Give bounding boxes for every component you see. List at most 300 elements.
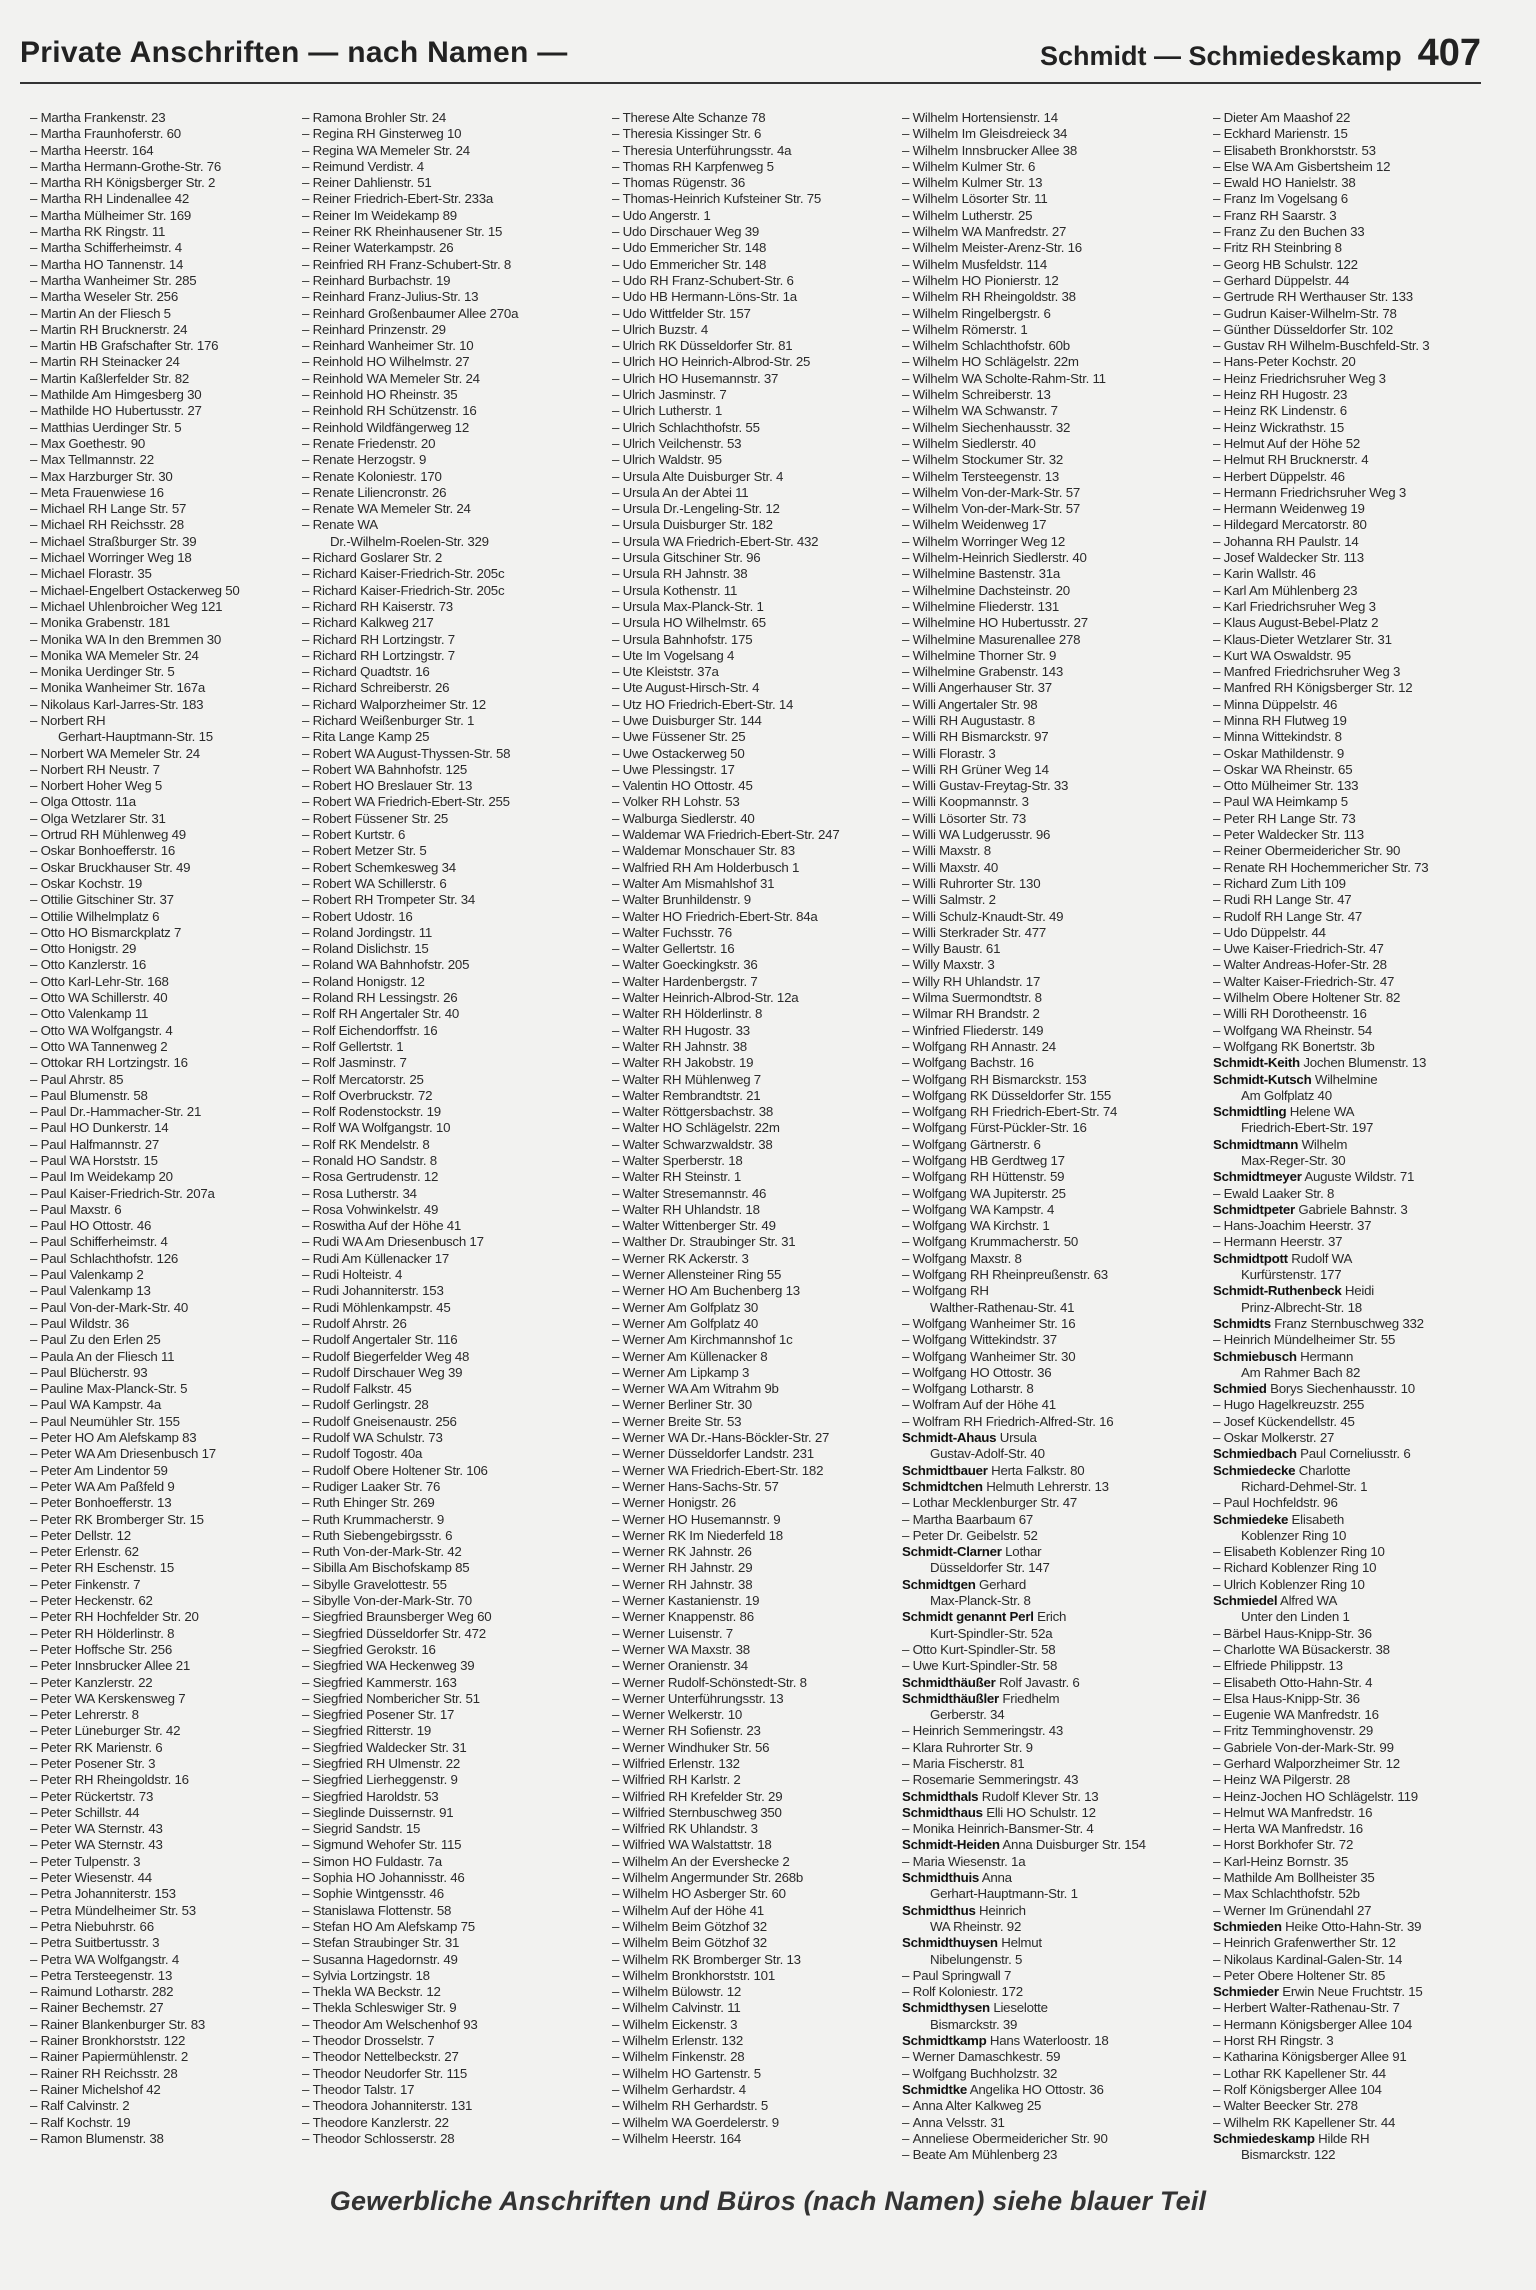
surname: Schmieden bbox=[1213, 1918, 1282, 1934]
directory-entry: – Siegfried Nombericher Str. 51 bbox=[302, 1691, 602, 1707]
directory-entry: – Reinhard Franz-Julius-Str. 13 bbox=[302, 289, 602, 305]
directory-entry: – Robert RH Trompeter Str. 34 bbox=[302, 892, 602, 908]
entry-detail: Elisabeth bbox=[1288, 1511, 1345, 1527]
directory-entry: – Werner WA Friedrich-Ebert-Str. 182 bbox=[612, 1463, 897, 1479]
directory-entry: – Heinrich Mündelheimer Str. 55 bbox=[1213, 1332, 1513, 1348]
directory-entry: – Werner RH Sofienstr. 23 bbox=[612, 1723, 897, 1739]
directory-entry: – Monika WA Memeler Str. 24 bbox=[30, 648, 300, 664]
directory-entry: – Volker RH Lohstr. 53 bbox=[612, 794, 897, 810]
surname: Schmidtpeter bbox=[1213, 1201, 1295, 1217]
directory-entry: – Robert Metzer Str. 5 bbox=[302, 843, 602, 859]
directory-entry: – Uwe Kurt-Spindler-Str. 58 bbox=[902, 1658, 1202, 1674]
directory-entry: – Wilhelm WA Schwanstr. 7 bbox=[902, 403, 1202, 419]
surname-entry bbox=[902, 1837, 1202, 1853]
directory-entry: – Peter RH Rheingoldstr. 16 bbox=[30, 1772, 300, 1788]
directory-entry: – Peter RK Bromberger Str. 15 bbox=[30, 1512, 300, 1528]
directory-entry: – Rolf WA Wolfgangstr. 10 bbox=[302, 1120, 602, 1136]
directory-entry: – Rudolf Obere Holtener Str. 106 bbox=[302, 1463, 602, 1479]
directory-entry: – Martha HO Tannenstr. 14 bbox=[30, 257, 300, 273]
directory-entry: – Walter Hardenbergstr. 7 bbox=[612, 974, 897, 990]
directory-entry: – Otto WA Tannenweg 2 bbox=[30, 1039, 300, 1055]
directory-entry: – Werner HO Am Buchenberg 13 bbox=[612, 1283, 897, 1299]
surname: Schmiedbach bbox=[1213, 1446, 1297, 1462]
directory-entry: – Manfred RH Königsberger Str. 12 bbox=[1213, 680, 1513, 696]
directory-entry: – Hans-Joachim Heerstr. 37 bbox=[1213, 1218, 1513, 1234]
directory-entry: – Richard Schreiberstr. 26 bbox=[302, 680, 602, 696]
surname: Schmieder bbox=[1213, 1984, 1279, 2000]
directory-entry: – Udo Düppelstr. 44 bbox=[1213, 925, 1513, 941]
surname-entry bbox=[902, 1805, 1202, 1821]
directory-entry: – Peter Hoffsche Str. 256 bbox=[30, 1642, 300, 1658]
directory-entry: – Walter RH Hölderlinstr. 8 bbox=[612, 1006, 897, 1022]
directory-entry: – Oskar Kochstr. 19 bbox=[30, 876, 300, 892]
surname-entry bbox=[902, 1870, 1202, 1886]
directory-entry: – Roland Jordingstr. 11 bbox=[302, 925, 602, 941]
directory-entry: – Paul Im Weidekamp 20 bbox=[30, 1169, 300, 1185]
entry-continuation: Gerberstr. 34 bbox=[930, 1707, 1005, 1723]
directory-entry: – Oskar Mathildenstr. 9 bbox=[1213, 746, 1513, 762]
surname: Schmidthäußler bbox=[902, 1690, 999, 1706]
directory-entry: – Robert Füssener Str. 25 bbox=[302, 811, 602, 827]
directory-entry: – Eugenie WA Manfredstr. 16 bbox=[1213, 1707, 1513, 1723]
directory-entry: – Theodor Neudorfer Str. 115 bbox=[302, 2066, 602, 2082]
directory-entry: – Werner Hans-Sachs-Str. 57 bbox=[612, 1479, 897, 1495]
directory-entry: – Wilma Suermondtstr. 8 bbox=[902, 990, 1202, 1006]
directory-entry: – Reinhold Wildfängerweg 12 bbox=[302, 420, 602, 436]
directory-entry: – Robert Udostr. 16 bbox=[302, 909, 602, 925]
directory-entry: – Paul Von-der-Mark-Str. 40 bbox=[30, 1300, 300, 1316]
surname-entry bbox=[902, 1609, 1202, 1625]
directory-entry: – Ute August-Hirsch-Str. 4 bbox=[612, 680, 897, 696]
directory-entry: – Walter Sperberstr. 18 bbox=[612, 1153, 897, 1169]
directory-entry: – Ursula Dr.-Lengeling-Str. 12 bbox=[612, 501, 897, 517]
directory-entry: – Werner RK Im Niederfeld 18 bbox=[612, 1528, 897, 1544]
directory-entry: – Otto Mülheimer Str. 133 bbox=[1213, 778, 1513, 794]
entry-detail: Heidi bbox=[1341, 1283, 1374, 1299]
directory-entry: – Sibylle Von-der-Mark-Str. 70 bbox=[302, 1593, 602, 1609]
directory-entry: – Otto Honigstr. 29 bbox=[30, 941, 300, 957]
directory-entry: – Rosa Gertrudenstr. 12 bbox=[302, 1169, 602, 1185]
directory-entry: – Reinhold HO Rheinstr. 35 bbox=[302, 387, 602, 403]
directory-entry: – Willi WA Ludgerusstr. 96 bbox=[902, 827, 1202, 843]
section-title: Private Anschriften — nach Namen — bbox=[20, 36, 568, 69]
directory-entry: – Richard Weißenburger Str. 1 bbox=[302, 713, 602, 729]
surname: Schmidtchen bbox=[902, 1478, 983, 1494]
entry-detail: Herta Falkstr. 80 bbox=[987, 1462, 1085, 1478]
directory-entry: – Rolf Mercatorstr. 25 bbox=[302, 1072, 602, 1088]
directory-entry: – Wilhelm HO Schlägelstr. 22m bbox=[902, 354, 1202, 370]
directory-entry: – Martha Hermann-Grothe-Str. 76 bbox=[30, 159, 300, 175]
directory-entry: – Wolfgang WA Jupiterstr. 25 bbox=[902, 1186, 1202, 1202]
directory-entry: – Rosa Lutherstr. 34 bbox=[302, 1186, 602, 1202]
directory-entry: – Rudi Holteistr. 4 bbox=[302, 1267, 602, 1283]
directory-entry: – Paul Zu den Erlen 25 bbox=[30, 1332, 300, 1348]
directory-entry: – Ortrud RH Mühlenweg 49 bbox=[30, 827, 300, 843]
directory-entry: – Willi Gustav-Freytag-Str. 33 bbox=[902, 778, 1202, 794]
directory-entry: – Gudrun Kaiser-Wilhelm-Str. 78 bbox=[1213, 306, 1513, 322]
directory-entry: – Wilfried Sternbuschweg 350 bbox=[612, 1805, 897, 1821]
directory-entry: – Wilhelm Schlachthofstr. 60b bbox=[902, 338, 1202, 354]
directory-entry: – Ramon Blumenstr. 38 bbox=[30, 2131, 300, 2147]
directory-entry: – Martin RH Steinacker 24 bbox=[30, 354, 300, 370]
directory-entry: – Theodor Schlosserstr. 28 bbox=[302, 2131, 602, 2147]
directory-entry: – Richard Kaiser-Friedrich-Str. 205c bbox=[302, 583, 602, 599]
directory-entry: – Wilhelm RH Rheingoldstr. 38 bbox=[902, 289, 1202, 305]
directory-entry: – Wilhelm Gerhardstr. 4 bbox=[612, 2082, 897, 2098]
directory-column-4 bbox=[902, 110, 1202, 2163]
entry-detail: Paul Corneliusstr. 6 bbox=[1296, 1446, 1411, 1462]
directory-entry: – Wilhelm Auf der Höhe 41 bbox=[612, 1903, 897, 1919]
directory-entry: – Willi Schulz-Knaudt-Str. 49 bbox=[902, 909, 1202, 925]
directory-entry: – Thekla Schleswiger Str. 9 bbox=[302, 2000, 602, 2016]
directory-entry: – Ursula Alte Duisburger Str. 4 bbox=[612, 469, 897, 485]
directory-entry: – Martin HB Grafschafter Str. 176 bbox=[30, 338, 300, 354]
directory-entry: – Paul Halfmannstr. 27 bbox=[30, 1137, 300, 1153]
directory-entry: – Walter RH Mühlenweg 7 bbox=[612, 1072, 897, 1088]
directory-entry: – Walter RH Hugostr. 33 bbox=[612, 1023, 897, 1039]
entry-continuation: Richard-Dehmel-Str. 1 bbox=[1241, 1478, 1368, 1494]
directory-entry: – Therese Alte Schanze 78 bbox=[612, 110, 897, 126]
directory-entry: – Reinhard Prinzenstr. 29 bbox=[302, 322, 602, 338]
directory-entry: – Gustav RH Wilhelm-Buschfeld-Str. 3 bbox=[1213, 338, 1513, 354]
entry-detail: Anna bbox=[979, 1870, 1012, 1886]
directory-entry: – Wilhelm Beim Götzhof 32 bbox=[612, 1935, 897, 1951]
directory-entry: – Oskar Bonhoefferstr. 16 bbox=[30, 843, 300, 859]
directory-entry: – Peter WA Sternstr. 43 bbox=[30, 1821, 300, 1837]
entry-continuation: Bismarckstr. 122 bbox=[1241, 2147, 1336, 2163]
surname: Schmidtkamp bbox=[902, 2033, 987, 2049]
header-right bbox=[1040, 32, 1481, 75]
directory-entry: – Martha Weseler Str. 256 bbox=[30, 289, 300, 305]
directory-entry: – Willi RH Augustastr. 8 bbox=[902, 713, 1202, 729]
directory-entry: – Paul Dr.-Hammacher-Str. 21 bbox=[30, 1104, 300, 1120]
directory-entry: – Robert Kurtstr. 6 bbox=[302, 827, 602, 843]
directory-entry: – Theodor Nettelbeckstr. 27 bbox=[302, 2049, 602, 2065]
surname-entry bbox=[902, 1544, 1202, 1560]
directory-entry: – Renate Herzogstr. 9 bbox=[302, 452, 602, 468]
directory-entry: – Siegfried Kammerstr. 163 bbox=[302, 1675, 602, 1691]
directory-entry: – Wilhelm WA Manfredstr. 27 bbox=[902, 224, 1202, 240]
directory-entry: – Walter RH Jakobstr. 19 bbox=[612, 1055, 897, 1071]
directory-entry: – Petra WA Wolfgangstr. 4 bbox=[30, 1952, 300, 1968]
directory-entry: – Paul Valenkamp 13 bbox=[30, 1283, 300, 1299]
directory-entry: – Udo HB Hermann-Löns-Str. 1a bbox=[612, 289, 897, 305]
directory-entry: – Wilfried RH Krefelder Str. 29 bbox=[612, 1789, 897, 1805]
directory-entry: – Rolf Rodenstockstr. 19 bbox=[302, 1104, 602, 1120]
directory-entry: – Heinz-Jochen HO Schlägelstr. 119 bbox=[1213, 1789, 1513, 1805]
directory-entry: – Rudolf Falkstr. 45 bbox=[302, 1381, 602, 1397]
directory-entry: – Siegfried Haroldstr. 53 bbox=[302, 1789, 602, 1805]
directory-entry: – Theodore Kanzlerstr. 22 bbox=[302, 2115, 602, 2131]
directory-entry: – Wilhelm Kulmer Str. 6 bbox=[902, 159, 1202, 175]
directory-entry: – Willi Ruhrorter Str. 130 bbox=[902, 876, 1202, 892]
directory-entry: – Heinrich Grafenwerther Str. 12 bbox=[1213, 1935, 1513, 1951]
directory-entry: – Rosa Vohwinkelstr. 49 bbox=[302, 1202, 602, 1218]
directory-entry: – Wilhelm WA Scholte-Rahm-Str. 11 bbox=[902, 371, 1202, 387]
directory-entry: – Wilhelm Schreiberstr. 13 bbox=[902, 387, 1202, 403]
directory-entry: – Wilhelm Tersteegenstr. 13 bbox=[902, 469, 1202, 485]
directory-entry: – Reimund Verdistr. 4 bbox=[302, 159, 602, 175]
directory-entry: – Wilhelm HO Asberger Str. 60 bbox=[612, 1886, 897, 1902]
directory-entry: – Stefan HO Am Alefskamp 75 bbox=[302, 1919, 602, 1935]
directory-entry: – Richard Koblenzer Ring 10 bbox=[1213, 1560, 1513, 1576]
directory-entry: – Walter Fuchsstr. 76 bbox=[612, 925, 897, 941]
entry-detail: Jochen Blumenstr. 13 bbox=[1299, 1055, 1427, 1071]
directory-entry: – Rudolf WA Schulstr. 73 bbox=[302, 1430, 602, 1446]
directory-entry: – Martin An der Fliesch 5 bbox=[30, 306, 300, 322]
directory-entry: – Rudolf RH Lange Str. 47 bbox=[1213, 909, 1513, 925]
directory-entry: – Helmut Auf der Höhe 52 bbox=[1213, 436, 1513, 452]
directory-entry: – Rolf RH Angertaler Str. 40 bbox=[302, 1006, 602, 1022]
surname: Schmidthuis bbox=[902, 1870, 980, 1886]
directory-entry: – Norbert RH Neustr. 7 bbox=[30, 762, 300, 778]
directory-entry: – Peter RH Hochfelder Str. 20 bbox=[30, 1609, 300, 1625]
entry-continuation: Kurt-Spindler-Str. 52a bbox=[930, 1625, 1053, 1641]
directory-entry: – Fritz Temminghovenstr. 29 bbox=[1213, 1723, 1513, 1739]
directory-entry: – Rainer Papiermühlenstr. 2 bbox=[30, 2049, 300, 2065]
directory-entry: – Utz HO Friedrich-Ebert-Str. 14 bbox=[612, 697, 897, 713]
directory-entry: – Ralf Calvinstr. 2 bbox=[30, 2098, 300, 2114]
directory-entry: – Werner Am Golfplatz 40 bbox=[612, 1316, 897, 1332]
directory-entry: – Fritz RH Steinbring 8 bbox=[1213, 240, 1513, 256]
directory-entry: – Udo RH Franz-Schubert-Str. 6 bbox=[612, 273, 897, 289]
directory-entry: – Wolfgang WA Kampstr. 4 bbox=[902, 1202, 1202, 1218]
entry-continuation: Gustav-Adolf-Str. 40 bbox=[930, 1446, 1045, 1462]
directory-entry: – Udo Emmericher Str. 148 bbox=[612, 257, 897, 273]
directory-entry: – Paul WA Horststr. 15 bbox=[30, 1153, 300, 1169]
surname-entry bbox=[1213, 1137, 1513, 1153]
directory-entry: – Günther Düsseldorfer Str. 102 bbox=[1213, 322, 1513, 338]
directory-entry: – Norbert Hoher Weg 5 bbox=[30, 778, 300, 794]
directory-entry: – Peter Posener Str. 3 bbox=[30, 1756, 300, 1772]
surname: Schmied bbox=[1213, 1381, 1267, 1397]
directory-entry: – Nikolaus Kardinal-Galen-Str. 14 bbox=[1213, 1952, 1513, 1968]
directory-entry: – Hermann Königsberger Allee 104 bbox=[1213, 2017, 1513, 2033]
directory-entry: – Wilhelm Im Gleisdreieck 34 bbox=[902, 126, 1202, 142]
directory-entry: – Wolfram Auf der Höhe 41 bbox=[902, 1397, 1202, 1413]
directory-entry: – Wilhelm Worringer Weg 12 bbox=[902, 534, 1202, 550]
directory-entry: – Gertrude RH Werthauser Str. 133 bbox=[1213, 289, 1513, 305]
directory-entry: – Peter Erlenstr. 62 bbox=[30, 1544, 300, 1560]
directory-entry: – Peter RK Marienstr. 6 bbox=[30, 1740, 300, 1756]
entry-continuation: Gerhart-Hauptmann-Str. 1 bbox=[930, 1886, 1078, 1902]
directory-entry: – Uwe Füssener Str. 25 bbox=[612, 729, 897, 745]
directory-entry: – Wolfgang WA Kirchstr. 1 bbox=[902, 1218, 1202, 1234]
directory-entry: – Ute Im Vogelsang 4 bbox=[612, 648, 897, 664]
directory-entry: – Wolfgang RH Hüttenstr. 59 bbox=[902, 1169, 1202, 1185]
directory-entry: – Sieglinde Duissernstr. 91 bbox=[302, 1805, 602, 1821]
directory-entry: – Wolfgang Gärtnerstr. 6 bbox=[902, 1137, 1202, 1153]
directory-entry: – Wilhelm Bülowstr. 12 bbox=[612, 1984, 897, 2000]
entry-continuation: Koblenzer Ring 10 bbox=[1241, 1527, 1347, 1543]
directory-entry: – Oskar WA Rheinstr. 65 bbox=[1213, 762, 1513, 778]
directory-entry: – Oskar Molkerstr. 27 bbox=[1213, 1430, 1513, 1446]
directory-entry: – Minna Düppelstr. 46 bbox=[1213, 697, 1513, 713]
directory-entry: – Bärbel Haus-Knipp-Str. 36 bbox=[1213, 1626, 1513, 1642]
directory-entry: – Paul Springwall 7 bbox=[902, 1968, 1202, 1984]
directory-entry: – Werner Luisenstr. 7 bbox=[612, 1626, 897, 1642]
directory-entry: – Roland WA Bahnhofstr. 205 bbox=[302, 957, 602, 973]
directory-entry: – Ursula HO Wilhelmstr. 65 bbox=[612, 615, 897, 631]
directory-entry: – Werner WA Am Witrahm 9b bbox=[612, 1381, 897, 1397]
directory-entry: – Werner Welkerstr. 10 bbox=[612, 1707, 897, 1723]
directory-entry: – Nikolaus Karl-Jarres-Str. 183 bbox=[30, 697, 300, 713]
directory-entry: – Martin RH Brucknerstr. 24 bbox=[30, 322, 300, 338]
directory-entry: – Peter Lehrerstr. 8 bbox=[30, 1707, 300, 1723]
directory-entry: – Walter Andreas-Hofer-Str. 28 bbox=[1213, 957, 1513, 973]
directory-entry: – Wilhelm Heerstr. 164 bbox=[612, 2131, 897, 2147]
directory-entry: – Martha Heerstr. 164 bbox=[30, 143, 300, 159]
directory-entry: – Otto HO Bismarckplatz 7 bbox=[30, 925, 300, 941]
directory-entry: – Renate RH Hochemmericher Str. 73 bbox=[1213, 860, 1513, 876]
entry-detail: Friedhelm bbox=[998, 1690, 1060, 1706]
surname-entry bbox=[1213, 1463, 1513, 1479]
directory-entry: – Ulrich HO Husemannstr. 37 bbox=[612, 371, 897, 387]
directory-entry: – Wolfgang RH Annastr. 24 bbox=[902, 1039, 1202, 1055]
page-number: 407 bbox=[1417, 32, 1481, 74]
directory-entry: – Peter Waldecker Str. 113 bbox=[1213, 827, 1513, 843]
directory-entry: – Karin Wallstr. 46 bbox=[1213, 566, 1513, 582]
surname: Schmidtmeyer bbox=[1213, 1169, 1302, 1185]
directory-entry: – Lothar RK Kapellener Str. 44 bbox=[1213, 2066, 1513, 2082]
directory-entry: – Willi RH Dorotheenstr. 16 bbox=[1213, 1006, 1513, 1022]
directory-entry: – Michael Florastr. 35 bbox=[30, 566, 300, 582]
directory-entry: – Ursula An der Abtei 11 bbox=[612, 485, 897, 501]
directory-entry: – Georg HB Schulstr. 122 bbox=[1213, 257, 1513, 273]
directory-entry: – Wolfgang Wittekindstr. 37 bbox=[902, 1332, 1202, 1348]
directory-entry: – Walter Röttgersbachstr. 38 bbox=[612, 1104, 897, 1120]
directory-entry: – Ralf Kochstr. 19 bbox=[30, 2115, 300, 2131]
directory-entry: – Herbert Walter-Rathenau-Str. 7 bbox=[1213, 2000, 1513, 2016]
directory-entry: – Paul Kaiser-Friedrich-Str. 207a bbox=[30, 1186, 300, 1202]
directory-entry: – Wilhelmine Thorner Str. 9 bbox=[902, 648, 1202, 664]
directory-entry: – Hugo Hagelkreuzstr. 255 bbox=[1213, 1397, 1513, 1413]
directory-entry: – Wolfgang Wanheimer Str. 30 bbox=[902, 1349, 1202, 1365]
directory-entry: – Werner Am Kirchmannshof 1c bbox=[612, 1332, 897, 1348]
entry-detail: Franz Sternbuschweg 332 bbox=[1270, 1315, 1424, 1331]
entry-detail: Heike Otto-Hahn-Str. 39 bbox=[1281, 1918, 1422, 1934]
surname: Schmidt-Keith bbox=[1213, 1055, 1300, 1071]
directory-entry: – Walter Goeckingkstr. 36 bbox=[612, 957, 897, 973]
surname: Schmidt-Clarner bbox=[902, 1544, 1002, 1560]
directory-entry: – Renate Friedenstr. 20 bbox=[302, 436, 602, 452]
directory-entry: – Franz Zu den Buchen 33 bbox=[1213, 224, 1513, 240]
directory-entry: – Werner Allensteiner Ring 55 bbox=[612, 1267, 897, 1283]
directory-entry: – Walter Heinrich-Albrod-Str. 12a bbox=[612, 990, 897, 1006]
entry-detail: Heinrich bbox=[975, 1902, 1026, 1918]
directory-entry: – Werner Unterführungsstr. 13 bbox=[612, 1691, 897, 1707]
directory-entry: – Reinhold RH Schützenstr. 16 bbox=[302, 403, 602, 419]
entry-continuation: WA Rheinstr. 92 bbox=[930, 1918, 1022, 1934]
directory-entry: – Wilhelmine HO Hubertusstr. 27 bbox=[902, 615, 1202, 631]
directory-entry: – Winfried Fliederstr. 149 bbox=[902, 1023, 1202, 1039]
directory-entry: – Josef Waldecker Str. 113 bbox=[1213, 550, 1513, 566]
directory-entry: – Regina RH Ginsterweg 10 bbox=[302, 126, 602, 142]
directory-entry: – Klara Ruhrorter Str. 9 bbox=[902, 1740, 1202, 1756]
directory-entry: – Wolfgang RH Rheinpreußenstr. 63 bbox=[902, 1267, 1202, 1283]
directory-entry: – Theodor Talstr. 17 bbox=[302, 2082, 602, 2098]
directory-entry: – Siegfried RH Ulmenstr. 22 bbox=[302, 1756, 602, 1772]
directory-entry: – Wolfgang WA Rheinstr. 54 bbox=[1213, 1023, 1513, 1039]
directory-entry: – Wolfgang Wanheimer Str. 16 bbox=[902, 1316, 1202, 1332]
directory-entry: – Willy RH Uhlandstr. 17 bbox=[902, 974, 1202, 990]
directory-entry: – Paul Blücherstr. 93 bbox=[30, 1365, 300, 1381]
directory-entry: – Elsa Haus-Knipp-Str. 36 bbox=[1213, 1691, 1513, 1707]
directory-entry: – Wilhelm Weidenweg 17 bbox=[902, 517, 1202, 533]
directory-entry: – Willi Angerhauser Str. 37 bbox=[902, 680, 1202, 696]
entry-continuation: Prinz-Albrecht-Str. 18 bbox=[1241, 1299, 1362, 1315]
directory-entry: – Reinhard Burbachstr. 19 bbox=[302, 273, 602, 289]
directory-entry: – Willi Salmstr. 2 bbox=[902, 892, 1202, 908]
directory-entry: – Rudolf Ahrstr. 26 bbox=[302, 1316, 602, 1332]
entry-detail: Wilhelm bbox=[1298, 1136, 1348, 1152]
surname: Schmidthysen bbox=[902, 2000, 990, 2016]
directory-entry: – Roswitha Auf der Höhe 41 bbox=[302, 1218, 602, 1234]
directory-entry: – Ursula Max-Planck-Str. 1 bbox=[612, 599, 897, 615]
directory-entry: – Ursula Gitschiner Str. 96 bbox=[612, 550, 897, 566]
surname-entry bbox=[902, 2033, 1202, 2049]
entry-detail: Ursula bbox=[996, 1430, 1037, 1446]
directory-entry: – Werner WA Dr.-Hans-Böckler-Str. 27 bbox=[612, 1430, 897, 1446]
directory-entry: – Willi Lösorter Str. 73 bbox=[902, 811, 1202, 827]
directory-entry: – Rainer Blankenburger Str. 83 bbox=[30, 2017, 300, 2033]
directory-entry: – Mathilde Am Bollheister 35 bbox=[1213, 1870, 1513, 1886]
directory-entry: – Lothar Mecklenburger Str. 47 bbox=[902, 1495, 1202, 1511]
directory-entry: – Reinhard Großenbaumer Allee 270a bbox=[302, 306, 602, 322]
entry-detail: Rudolf Klever Str. 13 bbox=[978, 1788, 1099, 1804]
directory-entry: – Walter RH Jahnstr. 38 bbox=[612, 1039, 897, 1055]
directory-entry: – Maria Wiesenstr. 1a bbox=[902, 1854, 1202, 1870]
entry-detail: Charlotte bbox=[1295, 1462, 1351, 1478]
directory-entry: – Wolfgang HB Gerdtweg 17 bbox=[902, 1153, 1202, 1169]
surname: Schmidthaus bbox=[902, 1804, 983, 1820]
directory-entry: – Hermann Heerstr. 37 bbox=[1213, 1234, 1513, 1250]
directory-entry: – Peter Schillstr. 44 bbox=[30, 1805, 300, 1821]
directory-entry: – Rudolf Gneisenaustr. 256 bbox=[302, 1414, 602, 1430]
directory-entry: – Ulrich Lutherstr. 1 bbox=[612, 403, 897, 419]
directory-entry: – Heinz Wickrathstr. 15 bbox=[1213, 420, 1513, 436]
directory-entry: – Reiner Friedrich-Ebert-Str. 233a bbox=[302, 191, 602, 207]
surname-entry bbox=[902, 2000, 1202, 2016]
directory-entry: – Rudolf Togostr. 40a bbox=[302, 1446, 602, 1462]
directory-entry: – Wilhelmine Masurenallee 278 bbox=[902, 632, 1202, 648]
directory-entry: – Walter Beecker Str. 278 bbox=[1213, 2098, 1513, 2114]
directory-entry: – Heinz WA Pilgerstr. 28 bbox=[1213, 1772, 1513, 1788]
directory-entry: – Maria Fischerstr. 81 bbox=[902, 1756, 1202, 1772]
surname: Schmidthals bbox=[902, 1788, 979, 1804]
directory-entry: – Susanna Hagedornstr. 49 bbox=[302, 1952, 602, 1968]
entry-continuation: Max-Planck-Str. 8 bbox=[930, 1593, 1031, 1609]
directory-entry: – Rudi Möhlenkampstr. 45 bbox=[302, 1300, 602, 1316]
directory-entry: – Werner Am Lipkamp 3 bbox=[612, 1365, 897, 1381]
directory-entry: – Martha Fraunhoferstr. 60 bbox=[30, 126, 300, 142]
directory-entry: – Udo Angerstr. 1 bbox=[612, 208, 897, 224]
directory-entry: – Wilhelm An der Evershecke 2 bbox=[612, 1854, 897, 1870]
directory-entry: – Wilfried WA Walstattstr. 18 bbox=[612, 1837, 897, 1853]
directory-entry: – Michael-Engelbert Ostackerweg 50 bbox=[30, 583, 300, 599]
directory-entry: – Olga Ottostr. 11a bbox=[30, 794, 300, 810]
directory-entry: – Wilfried Erlenstr. 132 bbox=[612, 1756, 897, 1772]
directory-entry: – Wilhelm Römerstr. 1 bbox=[902, 322, 1202, 338]
directory-entry: – Wilhelm Beim Götzhof 32 bbox=[612, 1919, 897, 1935]
directory-entry: – Walter Wittenberger Str. 49 bbox=[612, 1218, 897, 1234]
directory-entry: – Wilhelm WA Goerdelerstr. 9 bbox=[612, 2115, 897, 2131]
directory-entry: – Mathilde HO Hubertusstr. 27 bbox=[30, 403, 300, 419]
surname: Schmidt genannt Perl bbox=[902, 1609, 1034, 1625]
directory-entry: – Werner Rudolf-Schönstedt-Str. 8 bbox=[612, 1675, 897, 1691]
footer-note: Gewerbliche Anschriften und Büros (nach Namen) siehe blauer Teil bbox=[329, 2186, 1207, 2216]
directory-entry: – Michael Uhlenbroicher Weg 121 bbox=[30, 599, 300, 615]
